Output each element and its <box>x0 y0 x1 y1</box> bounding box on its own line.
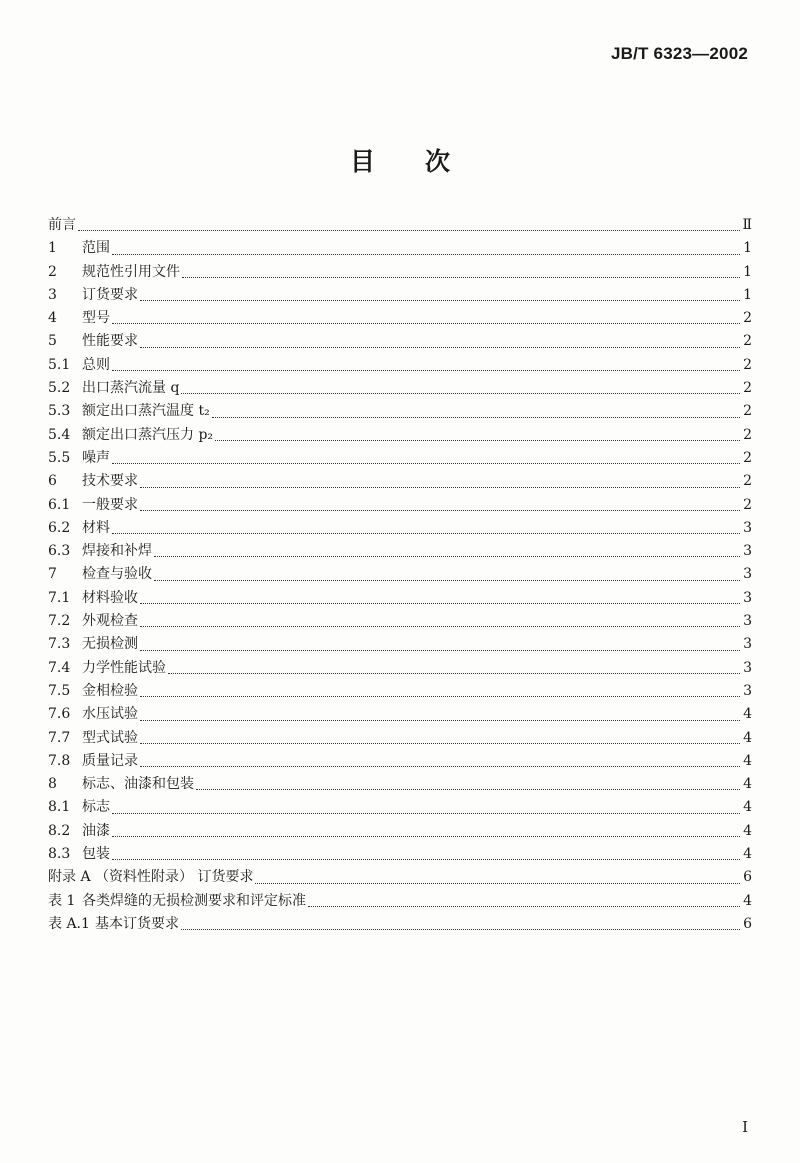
toc-entry-number: 3 <box>48 286 57 303</box>
toc-entry-title: 检查与验收 <box>82 566 152 583</box>
toc-entry[interactable] <box>48 796 752 819</box>
toc-dot-leader <box>154 579 740 581</box>
toc-entry-title: 技术要求 <box>82 473 138 490</box>
toc-entry-page: 2 <box>743 496 752 513</box>
toc-entry[interactable] <box>48 400 752 423</box>
toc-entry-number: 8.2 <box>48 822 71 839</box>
toc-entry-number: 7.3 <box>48 636 71 653</box>
toc-entry-page: 6 <box>743 915 752 932</box>
toc-entry[interactable] <box>48 750 752 773</box>
page-number: I <box>742 1118 748 1136</box>
toc-dot-leader <box>140 649 740 651</box>
toc-entry-page: 3 <box>743 636 752 653</box>
toc-entry-page: 4 <box>743 822 752 839</box>
toc-entry-title: 型号 <box>82 310 110 327</box>
toc-entry[interactable] <box>48 377 752 400</box>
toc-entry-title: 基本订货要求 <box>95 915 179 932</box>
toc-entry-number: 1 <box>48 240 57 257</box>
toc-entry-number: 5.3 <box>48 403 71 420</box>
toc-entry[interactable] <box>48 657 752 680</box>
toc-entry-title: 附录 A （资料性附录） 订货要求 <box>48 869 254 886</box>
toc-entry-number: 7.7 <box>48 729 71 746</box>
toc-dot-leader <box>112 369 740 371</box>
toc-entry-number: 5.5 <box>48 449 71 466</box>
toc-dot-leader <box>140 602 740 604</box>
toc-dot-leader <box>112 322 740 324</box>
toc-entry-page: 2 <box>743 473 752 490</box>
toc-dot-leader <box>212 416 740 418</box>
toc-entry-page: 1 <box>743 240 752 257</box>
table-of-contents <box>48 214 752 936</box>
toc-entry-title: 外观检查 <box>82 613 138 630</box>
toc-entry-number: 7.6 <box>48 706 71 723</box>
toc-entry-page: 2 <box>743 310 752 327</box>
toc-dot-leader <box>140 625 740 627</box>
toc-entry-number: 7 <box>48 566 57 583</box>
toc-entry[interactable] <box>48 680 752 703</box>
toc-entry-page: 2 <box>743 356 752 373</box>
toc-dot-leader <box>112 253 740 255</box>
page-title: 目 次 <box>349 147 450 176</box>
toc-entry[interactable] <box>48 540 752 563</box>
toc-entry[interactable] <box>48 284 752 307</box>
toc-entry-title: 材料验收 <box>82 589 138 606</box>
toc-entry-number: 4 <box>48 310 57 327</box>
toc-entry-page: 2 <box>743 449 752 466</box>
toc-entry[interactable] <box>48 470 752 493</box>
toc-entry-number: 6.1 <box>48 496 71 513</box>
toc-entry-page: 4 <box>743 846 752 863</box>
toc-entry[interactable] <box>48 330 752 353</box>
toc-dot-leader <box>154 555 740 557</box>
toc-entry-number: 5.2 <box>48 380 71 397</box>
toc-dot-leader <box>168 672 740 674</box>
toc-entry[interactable] <box>48 633 752 656</box>
toc-entry-title: 范围 <box>82 240 110 257</box>
toc-entry[interactable] <box>48 890 752 913</box>
toc-entry-page: 1 <box>743 286 752 303</box>
toc-entry-page: 3 <box>743 589 752 606</box>
toc-entry[interactable] <box>48 424 752 447</box>
toc-dot-leader <box>112 812 740 814</box>
toc-entry[interactable] <box>48 587 752 610</box>
toc-dot-leader <box>140 509 740 511</box>
toc-entry[interactable] <box>48 866 752 889</box>
toc-entry-title: 前言 <box>48 217 76 233</box>
toc-entry-page: 3 <box>743 682 752 699</box>
toc-entry-number: 6 <box>48 473 57 490</box>
toc-entry-number: 表 1 <box>48 892 76 909</box>
toc-entry-page: 3 <box>743 659 752 676</box>
toc-dot-leader <box>140 299 740 301</box>
toc-entry-title: 总则 <box>82 356 110 373</box>
toc-dot-leader <box>112 532 740 534</box>
toc-dot-leader <box>181 928 740 930</box>
toc-entry-page: 4 <box>743 892 752 909</box>
toc-entry-number: 5.4 <box>48 426 71 443</box>
toc-entry-number: 8 <box>48 776 57 793</box>
toc-entry-number: 7.5 <box>48 682 71 699</box>
toc-dot-leader <box>140 486 740 488</box>
toc-entry-number: 6.3 <box>48 543 71 560</box>
toc-entry-number: 7.1 <box>48 589 71 606</box>
toc-entry-title: 额定出口蒸汽压力 p₂ <box>82 426 214 443</box>
toc-entry-page: 4 <box>743 706 752 723</box>
toc-entry-page: 4 <box>743 799 752 816</box>
toc-dot-leader <box>182 276 740 278</box>
toc-dot-leader <box>215 439 740 441</box>
toc-dot-leader <box>181 392 740 394</box>
toc-entry-number: 6.2 <box>48 519 71 536</box>
toc-entry-page: 4 <box>743 752 752 769</box>
toc-entry[interactable] <box>48 494 752 517</box>
toc-dot-leader <box>78 229 740 231</box>
toc-entry-title: 金相检验 <box>82 682 138 699</box>
toc-entry-page: 2 <box>743 380 752 397</box>
toc-dot-leader <box>112 462 740 464</box>
toc-entry-page: 3 <box>743 543 752 560</box>
toc-entry-page: 4 <box>743 776 752 793</box>
toc-dot-leader <box>140 346 740 348</box>
toc-entry-page: 3 <box>743 613 752 630</box>
toc-entry[interactable] <box>48 447 752 470</box>
toc-entry[interactable] <box>48 913 752 936</box>
toc-entry-number: 5 <box>48 333 57 350</box>
toc-entry-title: 出口蒸汽流量 q <box>82 380 180 397</box>
toc-entry-title: 质量记录 <box>82 752 138 769</box>
toc-dot-leader <box>308 905 740 907</box>
toc-entry-page: 6 <box>743 869 752 886</box>
toc-entry-page: 4 <box>743 729 752 746</box>
toc-entry[interactable] <box>48 214 752 237</box>
toc-entry-title: 包装 <box>82 846 110 863</box>
toc-dot-leader <box>140 719 740 721</box>
toc-entry-number: 7.2 <box>48 613 71 630</box>
toc-entry-number: 5.1 <box>48 356 71 373</box>
toc-entry-page: 1 <box>743 263 752 280</box>
toc-entry-title: 无损检测 <box>82 636 138 653</box>
toc-entry-title: 油漆 <box>82 822 110 839</box>
toc-entry-page: Ⅱ <box>742 217 752 233</box>
toc-entry-number: 8.3 <box>48 846 71 863</box>
toc-entry[interactable] <box>48 610 752 633</box>
toc-entry[interactable] <box>48 820 752 843</box>
toc-entry-title: 标志 <box>82 799 110 816</box>
standard-code: JB/T 6323—2002 <box>611 44 748 63</box>
toc-entry-title: 噪声 <box>82 449 110 466</box>
toc-dot-leader <box>140 742 740 744</box>
toc-entry-number: 7.8 <box>48 752 71 769</box>
toc-entry[interactable] <box>48 307 752 330</box>
toc-entry[interactable] <box>48 727 752 750</box>
toc-dot-leader <box>140 695 740 697</box>
toc-entry-title: 型式试验 <box>82 729 138 746</box>
toc-entry-title: 订货要求 <box>82 286 138 303</box>
toc-entry[interactable] <box>48 354 752 377</box>
toc-entry-number: 8.1 <box>48 799 71 816</box>
toc-entry-number: 表 A.1 <box>48 915 90 932</box>
toc-entry-page: 3 <box>743 566 752 583</box>
toc-entry[interactable] <box>48 703 752 726</box>
toc-entry-title: 规范性引用文件 <box>82 263 180 280</box>
toc-entry-title: 水压试验 <box>82 706 138 723</box>
toc-dot-leader <box>196 788 740 790</box>
toc-entry-page: 3 <box>743 519 752 536</box>
toc-entry[interactable] <box>48 773 752 796</box>
toc-entry[interactable] <box>48 517 752 540</box>
toc-dot-leader <box>112 858 740 860</box>
toc-entry-number: 2 <box>48 263 57 280</box>
toc-dot-leader <box>140 765 740 767</box>
toc-entry-page: 2 <box>743 426 752 443</box>
toc-dot-leader <box>255 882 740 884</box>
toc-dot-leader <box>112 835 740 837</box>
toc-entry-title: 材料 <box>82 519 110 536</box>
toc-entry[interactable] <box>48 843 752 866</box>
toc-entry-number: 7.4 <box>48 659 71 676</box>
toc-entry-title: 各类焊缝的无损检测要求和评定标准 <box>82 892 306 909</box>
toc-entry-title: 性能要求 <box>82 333 138 350</box>
toc-entry[interactable] <box>48 563 752 586</box>
toc-entry-title: 力学性能试验 <box>82 659 166 676</box>
toc-entry-title: 标志、油漆和包装 <box>82 776 194 793</box>
toc-entry-page: 2 <box>743 403 752 420</box>
toc-entry[interactable] <box>48 237 752 260</box>
toc-entry-title: 一般要求 <box>82 496 138 513</box>
toc-entry[interactable] <box>48 261 752 284</box>
toc-entry-title: 额定出口蒸汽温度 t₂ <box>82 403 210 420</box>
toc-entry-page: 2 <box>743 333 752 350</box>
toc-entry-title: 焊接和补焊 <box>82 543 152 560</box>
